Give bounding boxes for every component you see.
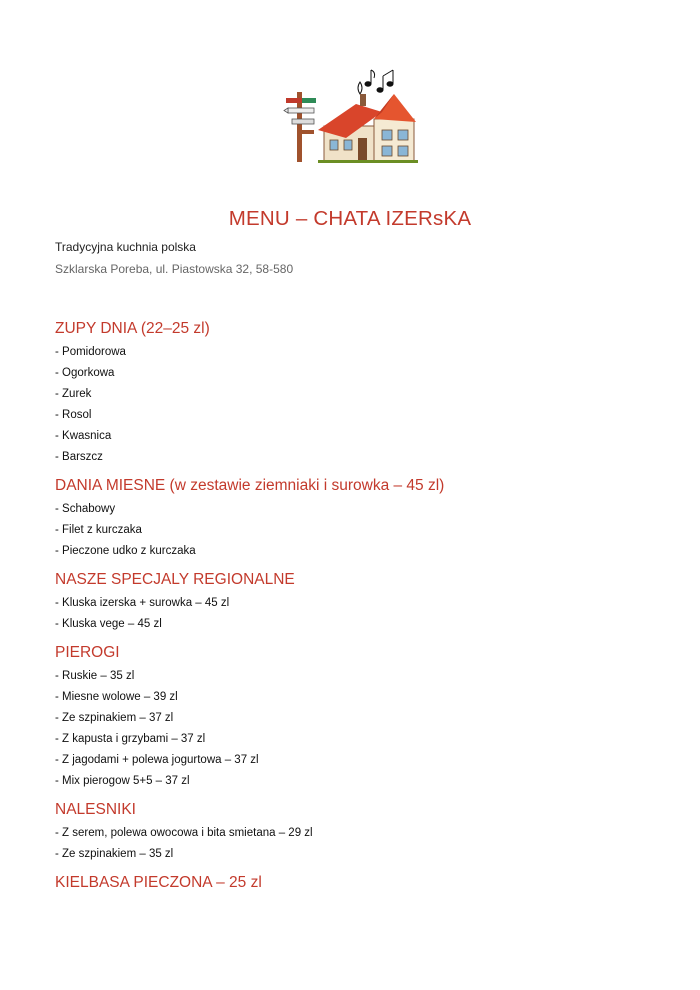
section-kielbasa-pieczona <box>55 872 675 894</box>
menu-item: - Ze szpinakiem – 35 zl <box>55 848 174 860</box>
signpost-icon <box>284 92 316 162</box>
menu-item: - Z jagodami + polewa jogurtowa – 37 zl <box>55 754 259 766</box>
menu-item: - Pomidorowa <box>55 346 126 358</box>
section-title: NASZE SPECJALY REGIONALNE <box>55 571 295 588</box>
section-title: ZUPY DNIA (22–25 zl) <box>55 320 210 337</box>
menu-item: - Rosol <box>55 409 92 421</box>
menu-item: - Kluska vege – 45 zl <box>55 618 162 630</box>
menu-item: - Filet z kurczaka <box>55 524 142 536</box>
menu-item: - Z serem, polewa owocowa i bita smietana – 29 zl <box>55 827 313 839</box>
section-title: NALESNIKI <box>55 801 136 818</box>
menu-item: - Mix pierogow 5+5 – 37 zl <box>55 775 190 787</box>
section-specjaly-regionalne <box>55 569 675 635</box>
chata-house-logo <box>282 64 420 166</box>
section-nalesniki <box>55 799 675 865</box>
section-pierogi <box>55 642 675 792</box>
menu-item: - Z kapusta i grzybami – 37 zl <box>55 733 206 745</box>
menu-item: - Barszcz <box>55 451 103 463</box>
menu-title: MENU – CHATA IZERsKA <box>228 207 472 230</box>
section-dania-miesne <box>55 475 675 562</box>
menu-item: - Kluska izerska + surowka – 45 zl <box>55 597 230 609</box>
section-title: DANIA MIESNE (w zestawie ziemniaki i surowka – 45 zl) <box>55 477 445 494</box>
menu-item: - Ze szpinakiem – 37 zl <box>55 712 174 724</box>
menu-item: - Pieczone udko z kurczaka <box>55 545 196 557</box>
section-zupy-dnia <box>55 318 675 468</box>
section-title: KIELBASA PIECZONA – 25 zl <box>55 874 262 891</box>
menu-item: - Zurek <box>55 388 92 400</box>
house-icon <box>318 94 418 163</box>
section-title: PIEROGI <box>55 644 120 661</box>
menu-item: - Miesne wolowe – 39 zl <box>55 691 178 703</box>
music-notes-icon <box>358 70 393 94</box>
restaurant-subtitle: Tradycyjna kuchnia polska <box>55 240 196 254</box>
menu-item: - Ogorkowa <box>55 367 115 379</box>
menu-item: - Kwasnica <box>55 430 112 442</box>
menu-item: - Schabowy <box>55 503 116 515</box>
menu-sections <box>55 318 675 901</box>
restaurant-address: Szklarska Poreba, ul. Piastowska 32, 58-580 <box>55 262 294 276</box>
menu-item: - Ruskie – 35 zl <box>55 670 135 682</box>
